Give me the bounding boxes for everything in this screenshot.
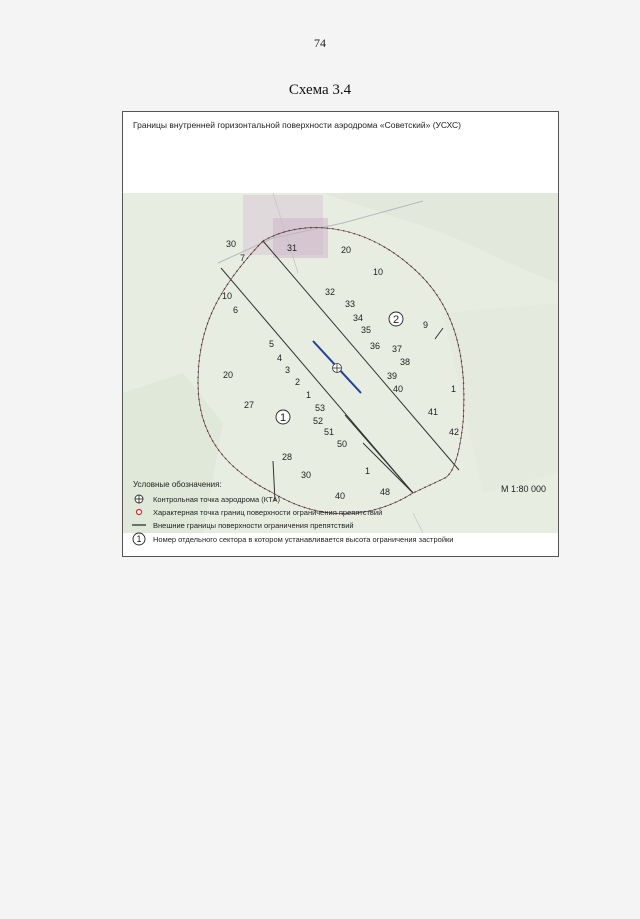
svg-text:42: 42: [449, 427, 460, 437]
svg-text:33: 33: [345, 299, 356, 309]
svg-text:53: 53: [315, 403, 326, 413]
svg-text:41: 41: [428, 407, 439, 417]
kta-crosshair-icon: [333, 364, 342, 373]
svg-text:28: 28: [282, 452, 293, 462]
svg-text:36: 36: [370, 341, 381, 351]
scheme-title: Схема 3.4: [288, 82, 352, 98]
svg-text:5: 5: [269, 339, 275, 349]
legend-text: Внешние границы поверхности ограничения препятствий: [153, 520, 354, 530]
legend-item-boundary: [131, 518, 354, 532]
svg-text:52: 52: [313, 416, 324, 426]
crosshair-circle-icon: [131, 493, 147, 505]
svg-text:27: 27: [244, 400, 255, 410]
svg-text:48: 48: [380, 487, 391, 497]
svg-text:1: 1: [306, 390, 312, 400]
legend-text: Контрольная точка аэродрома (КТА): [153, 494, 281, 504]
legend-text: Номер отдельного сектора в котором устанавливается высота ограничения застройки: [153, 534, 454, 544]
legend-title: Условные обозначения:: [133, 480, 222, 489]
figure-title: Границы внутренней горизонтальной поверхности аэродрома «Советский» (УСХС): [133, 120, 461, 130]
red-circle-icon: [131, 506, 147, 518]
svg-text:1: 1: [279, 412, 287, 424]
sector-number-icon: [131, 533, 147, 545]
svg-text:30: 30: [301, 470, 312, 480]
svg-text:4: 4: [277, 353, 283, 363]
svg-text:38: 38: [400, 357, 411, 367]
svg-text:32: 32: [325, 287, 336, 297]
svg-text:51: 51: [324, 427, 335, 437]
svg-text:30: 30: [226, 239, 237, 249]
legend-item-char-point: [131, 505, 382, 519]
page-number: 74: [314, 36, 326, 50]
sector-number-1: [276, 410, 290, 424]
svg-text:50: 50: [337, 439, 348, 449]
svg-text:6: 6: [233, 305, 239, 315]
svg-text:35: 35: [361, 325, 372, 335]
line-icon: [131, 519, 147, 531]
svg-text:34: 34: [353, 313, 364, 323]
svg-text:1: 1: [451, 384, 457, 394]
legend-item-kta: [131, 492, 280, 506]
svg-text:20: 20: [223, 370, 234, 380]
svg-text:1: 1: [136, 534, 142, 544]
svg-text:20: 20: [341, 245, 352, 255]
legend-item-sector: [131, 532, 453, 546]
svg-text:37: 37: [392, 344, 403, 354]
svg-text:10: 10: [373, 267, 384, 277]
svg-text:40: 40: [335, 491, 346, 501]
svg-text:2: 2: [295, 377, 301, 387]
sector-number-2: [389, 312, 403, 326]
svg-text:10: 10: [222, 291, 233, 301]
svg-text:1: 1: [365, 466, 371, 476]
svg-text:2: 2: [392, 314, 400, 326]
legend-text: Характерная точка границ поверхности ограничения препятствий: [153, 507, 383, 517]
svg-text:39: 39: [387, 371, 398, 381]
svg-text:31: 31: [287, 243, 298, 253]
svg-text:3: 3: [285, 365, 291, 375]
map-scale: М 1:80 000: [500, 484, 546, 494]
svg-text:40: 40: [393, 384, 404, 394]
figure-frame: [122, 111, 559, 557]
svg-text:9: 9: [423, 320, 429, 330]
svg-text:7: 7: [240, 253, 246, 263]
